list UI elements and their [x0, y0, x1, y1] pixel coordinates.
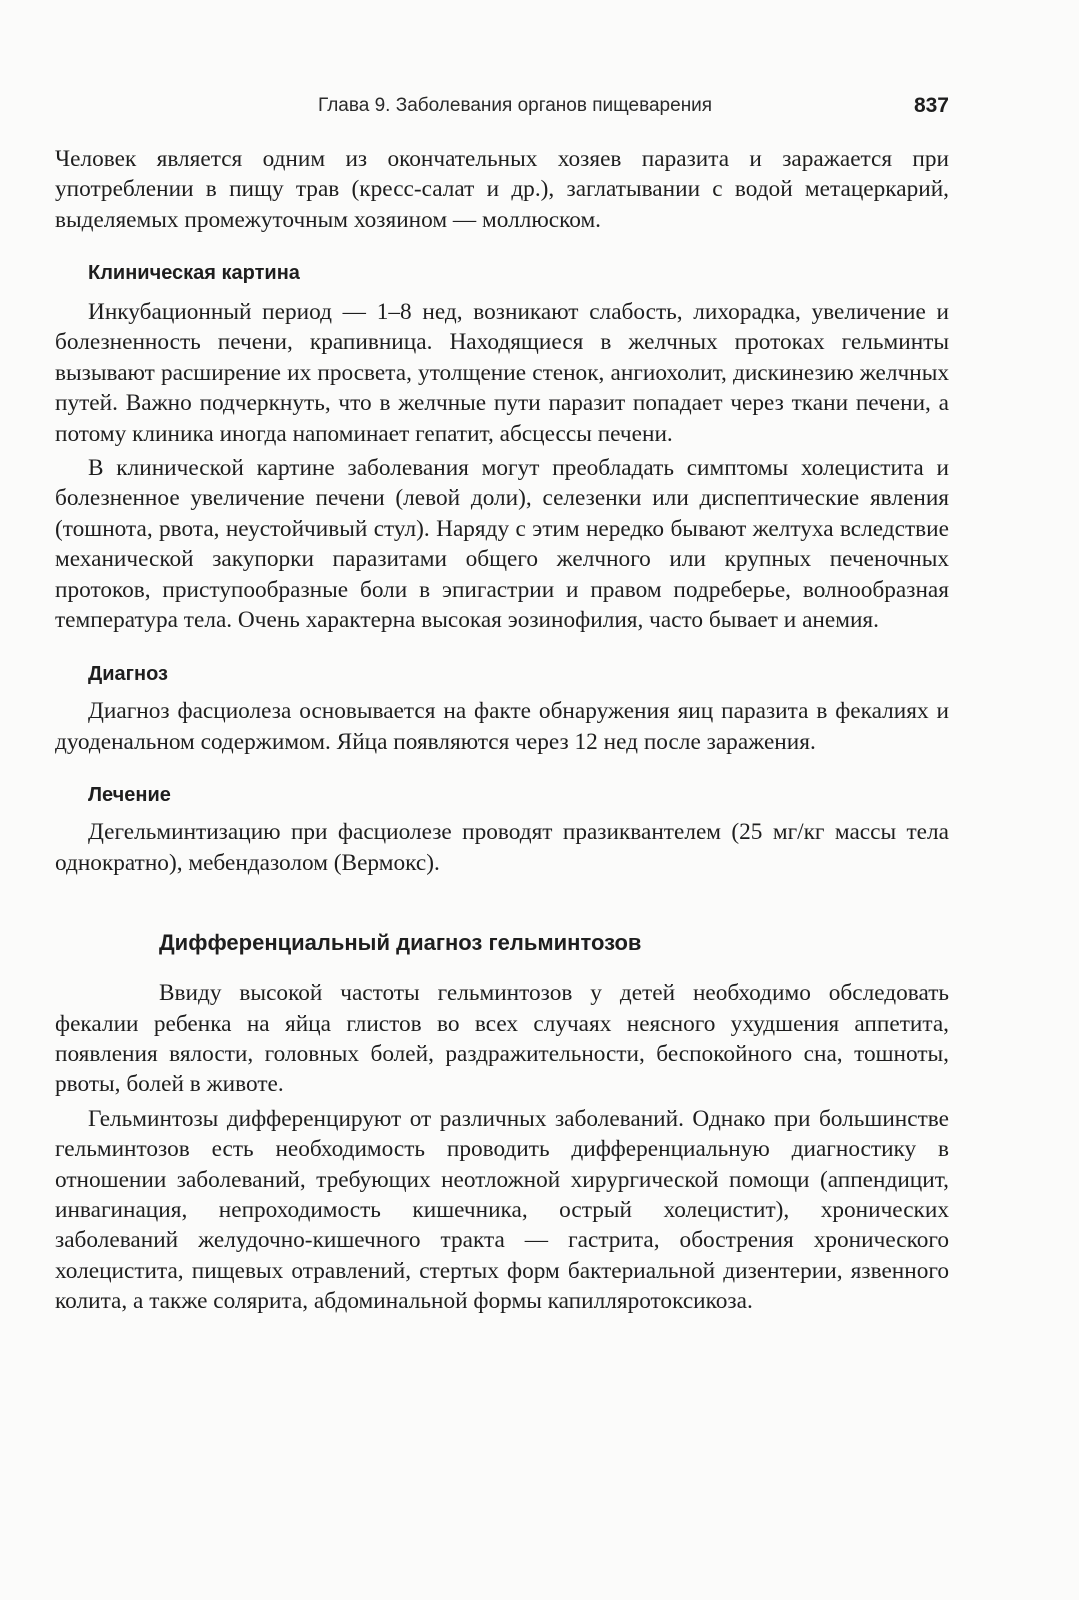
running-header: [55, 86, 949, 126]
heading-clinical-picture: Клиническая картина: [88, 262, 300, 284]
page-body: [55, 144, 949, 1317]
heading-diagnosis: Диагноз: [88, 663, 168, 686]
differential-paragraph-1: Ввиду высокой частоты гельминтозов у детей необходимо обследовать фекалии ребенка на яйца глистов во всех случаях неясного ухудшения аппетита, появления вялости, головных болей, раздражительности, беспокойного сна, тошноты, рвоты, болей в животе.: [55, 980, 949, 1098]
clinical-paragraph-2: В клинической картине заболевания могут преобладать симптомы холецистита и болезненное увеличение печени (левой доли), селезенки или диспептические явления (тошнота, рвота, неустойчивый стул). Наряду с этим нередко бывают желтуха вследствие механической закупорки паразитами общего желчного или крупных печеночных протоков, приступообразные боли в эпигастрии и правом подреберье, волнообразная температура тела. Очень характерна высокая эозинофилия, часто бывает и анемия.: [55, 455, 949, 634]
heading-differential-diagnosis: Дифференциальный диагноз гельминтозов: [159, 930, 642, 956]
treatment-paragraph: Дегельминтизацию при фасциолезе проводят празиквантелем (25 мг/кг массы тела однократно), мебендазолом (Вермокс).: [55, 819, 949, 876]
diagnosis-paragraph: Диагноз фасциолеза основывается на факте обнаружения яиц паразита в фекалиях и дуоденальном содержимом. Яйца появляются через 12 нед после заражения.: [55, 698, 949, 755]
chapter-title: Глава 9. Заболевания органов пищеварения: [318, 95, 713, 116]
page-number: 837: [913, 94, 949, 117]
differential-paragraph-2: Гельминтозы дифференцируют от различных заболеваний. Однако при большинстве гельминтозов есть необходимость проводить дифференциальную диагностику в отношении заболеваний, требующих неотложной хирургической помощи (аппендицит, инвагинация, непроходимость кишечника, острый холецистит), хронических заболеваний желудочно-кишечного тракта — гастрита, обострения хронического холецистита, пищевых отравлений, стертых форм бактериальной дизентерии, язвенного колита, а также солярита, абдоминальной формы капилляротоксикоза.: [55, 1105, 949, 1315]
heading-treatment: Лечение: [88, 784, 171, 807]
clinical-paragraph-1: Инкубационный период — 1–8 нед, возникают слабость, лихорадка, увеличение и болезненность печени, крапивница. Находящиеся в желчных протоках гельминты вызывают расширение их просвета, утолщение стенок, ангиохолит, дискинезию желчных путей. Важно подчеркнуть, что в желчные пути паразит попадает через ткани печени, а потому клиника иногда напоминает гепатит, абсцессы печени.: [55, 299, 949, 447]
intro-paragraph: Человек является одним из окончательных хозяев паразита и заражается при употреблении в пищу трав (кресс-салат и др.), заглатывании с водой метацеркарий, выделяемых промежуточным хозяином — моллюском.: [55, 146, 949, 233]
